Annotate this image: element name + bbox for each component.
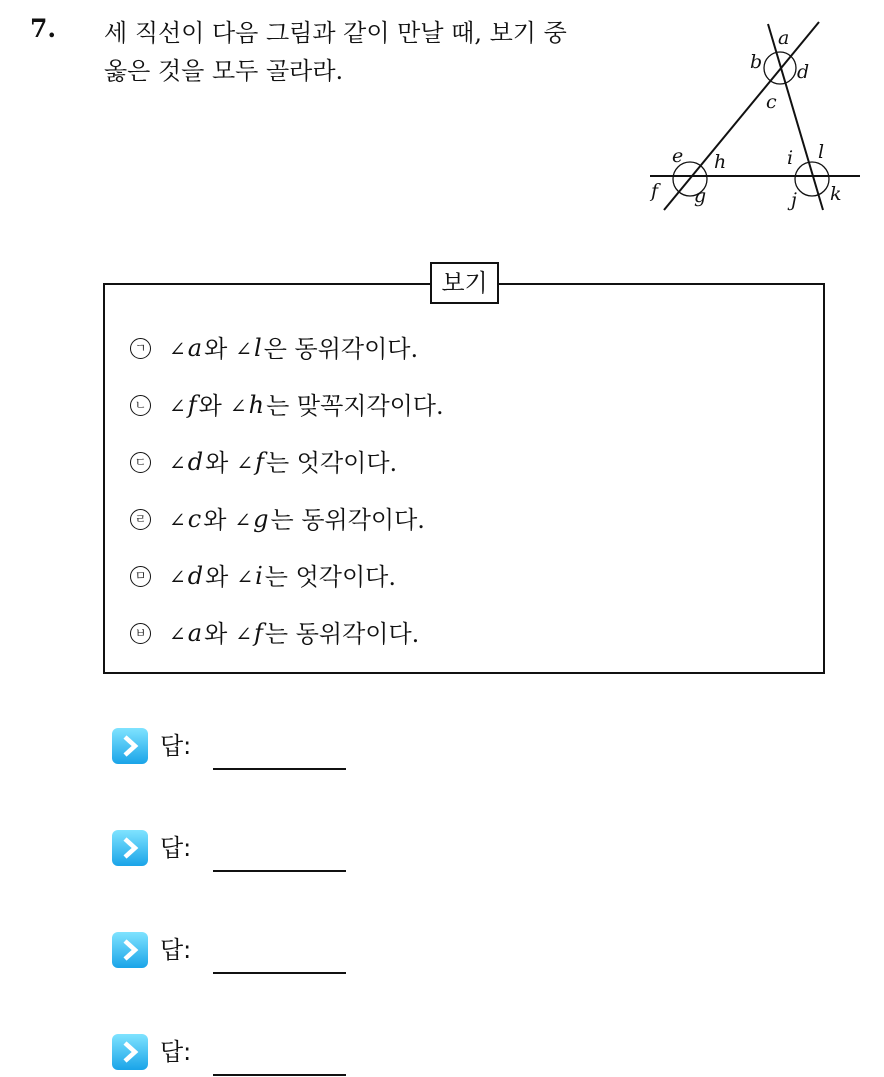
angle-2: h xyxy=(248,391,265,419)
angle-2: g xyxy=(253,505,269,533)
question-text xyxy=(104,14,567,90)
choice-mark: ㄴ xyxy=(130,395,151,416)
label-e: e xyxy=(672,145,684,167)
choice-mark: ㄱ xyxy=(130,338,151,359)
three-lines-figure xyxy=(640,14,865,214)
question-number: 7. xyxy=(30,14,57,43)
answer-label: 답: xyxy=(160,732,192,760)
choice-item: ㄹ ∠c 와 ∠g 는 동위각이다. xyxy=(130,502,425,537)
question-line-2: 옳은 것을 모두 골라라. xyxy=(104,57,344,85)
label-f: f xyxy=(651,180,659,202)
choice-item: ㅂ ∠a 와 ∠f 는 동위각이다. xyxy=(130,616,419,651)
choice-item: ㄴ ∠f 와 ∠h 는 맞꼭지각이다. xyxy=(130,388,444,423)
answer-blank[interactable] xyxy=(213,972,346,974)
label-h: h xyxy=(714,151,727,173)
angle-2: f xyxy=(254,619,263,647)
angle-2: l xyxy=(254,334,262,362)
answer-blank[interactable] xyxy=(213,768,346,770)
label-k: k xyxy=(830,183,842,205)
chevron-right-icon xyxy=(112,1034,148,1070)
choice-text: 는 동위각이다. xyxy=(270,505,425,534)
angle-1: d xyxy=(187,448,204,476)
choice-text: 는 엇각이다. xyxy=(264,562,396,591)
choice-item: ㅁ ∠d 와 ∠i 는 엇각이다. xyxy=(130,559,396,594)
answer-blank[interactable] xyxy=(213,1074,346,1076)
angle-2: i xyxy=(255,562,263,590)
chevron-right-icon xyxy=(112,728,148,764)
choice-text: 는 동위각이다. xyxy=(264,619,420,648)
choice-particle: 와 xyxy=(203,505,227,534)
angle-1: f xyxy=(187,391,197,419)
label-c: c xyxy=(766,91,777,113)
choice-particle: 와 xyxy=(205,562,229,591)
arc-right xyxy=(795,162,829,196)
choice-text: 는 엇각이다. xyxy=(265,448,398,477)
label-l: l xyxy=(818,141,825,163)
answer-label: 답: xyxy=(160,834,192,862)
choice-text: 은 동위각이다. xyxy=(263,334,419,363)
choice-text: 는 맞꼭지각이다. xyxy=(266,391,444,420)
choice-particle: 와 xyxy=(204,619,228,648)
answer-label: 답: xyxy=(160,1038,192,1066)
angle-2: f xyxy=(255,448,264,476)
chevron-right-icon xyxy=(112,932,148,968)
label-g: g xyxy=(694,185,707,207)
label-b: b xyxy=(750,51,763,73)
angle-1: a xyxy=(187,334,203,362)
label-d: d xyxy=(797,61,810,83)
choice-particle: 와 xyxy=(198,391,222,420)
label-i: i xyxy=(787,147,794,169)
choice-mark: ㄹ xyxy=(130,509,151,530)
angle-1: d xyxy=(187,562,204,590)
choice-item: ㄷ ∠d 와 ∠f 는 엇각이다. xyxy=(130,445,397,480)
answer-label: 답: xyxy=(160,936,192,964)
choice-item: ㄱ ∠a 와 ∠l 은 동위각이다. xyxy=(130,331,418,366)
label-a: a xyxy=(778,27,790,49)
choice-mark: ㄷ xyxy=(130,452,151,473)
bogi-title: 보기 xyxy=(430,262,499,304)
angle-1: c xyxy=(187,505,202,533)
answer-blank[interactable] xyxy=(213,870,346,872)
choice-mark: ㅁ xyxy=(130,566,151,587)
choice-particle: 와 xyxy=(204,334,228,363)
label-j: j xyxy=(791,189,797,211)
choice-mark: ㅂ xyxy=(130,623,151,644)
chevron-right-icon xyxy=(112,830,148,866)
choice-particle: 와 xyxy=(205,448,229,477)
question-line-1: 세 직선이 다음 그림과 같이 만날 때, 보기 중 xyxy=(104,19,567,47)
angle-1: a xyxy=(187,619,203,647)
